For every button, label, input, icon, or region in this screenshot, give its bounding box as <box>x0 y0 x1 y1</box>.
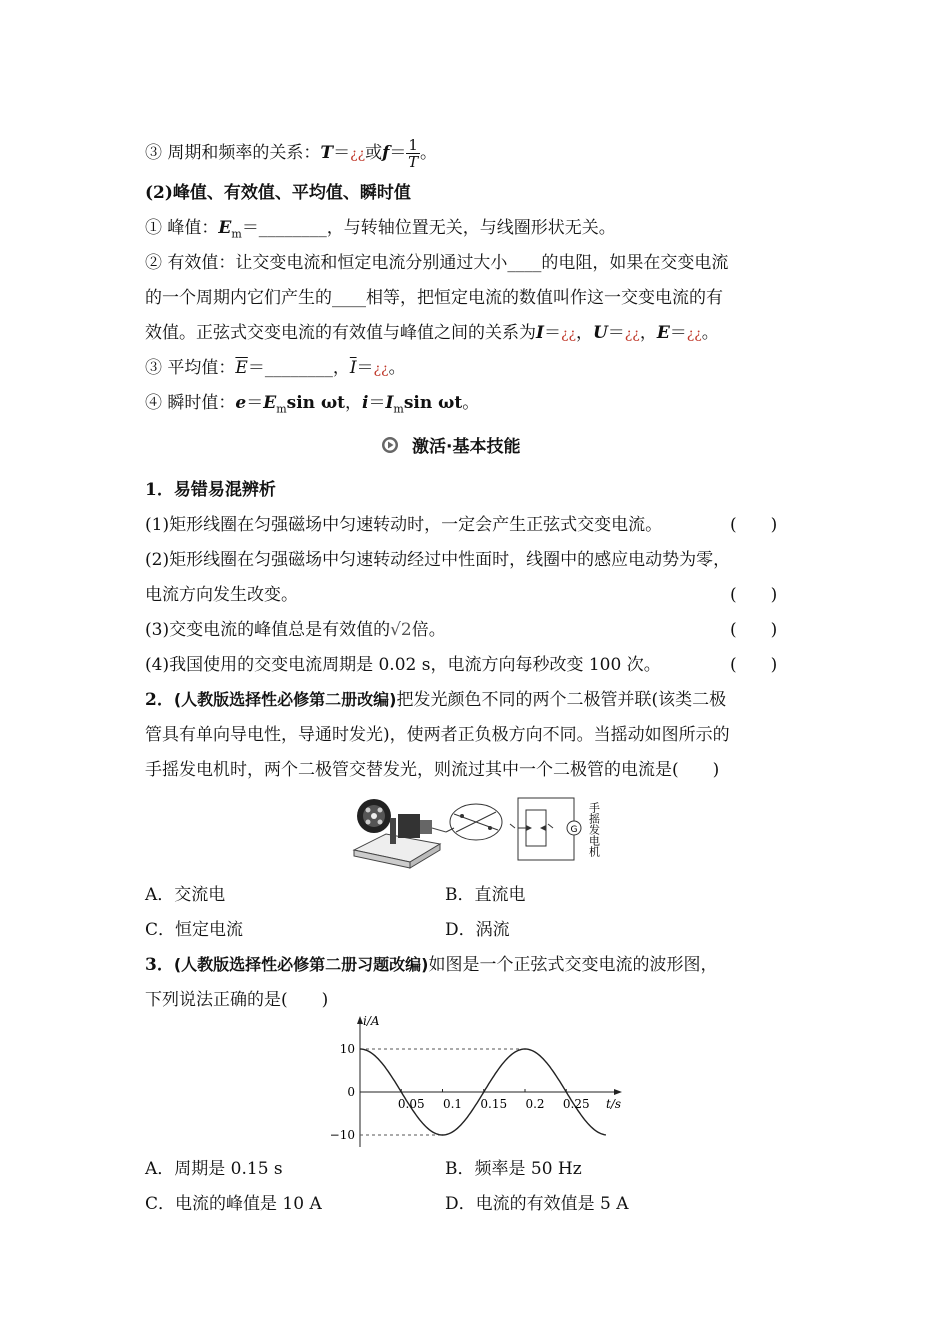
effective-value-line-3: 效值。正弦式交变电流的有效值与峰值之间的关系为I＝¿¿，U＝¿¿，E＝¿¿。 <box>145 323 719 343</box>
instantaneous-value-line: ④ 瞬时值：$e=E_m\sin$ ωt，$i=I_m\sin$ ωt。 <box>145 393 480 416</box>
q2-option-a[interactable]: A．交流电 <box>145 885 226 905</box>
data-point <box>442 1134 443 1135</box>
q2-line-1: 2．(人教版选择性必修第二册改编)把发光颜色不同的两个二极管并联(该类二极 <box>145 690 727 710</box>
play-circle-icon <box>380 435 406 455</box>
y-axis-label: i/A <box>363 1014 380 1028</box>
q1-statement-3: (3)交变电流的峰值总是有效值的√2倍。 <box>145 620 446 640</box>
x-tick-label: 0.25 <box>562 1097 590 1111</box>
text: 或 <box>365 143 383 163</box>
q1-statement-2b: 电流方向发生改变。 <box>145 585 298 605</box>
generator-label: 手摇发电机 <box>587 802 601 857</box>
y-tick-label: −10 <box>330 1128 355 1142</box>
q3-option-d[interactable]: D．电流的有效值是 5 A <box>445 1194 629 1214</box>
y-tick-label: 10 <box>339 1042 355 1056</box>
data-point <box>483 1091 484 1092</box>
data-point <box>599 1132 600 1133</box>
equals: ＝ <box>333 143 351 163</box>
blank-glyph: ¿¿ <box>350 146 366 162</box>
x-tick-label: 0.15 <box>480 1097 508 1111</box>
data-point <box>359 1048 360 1049</box>
q1-answer-paren-1[interactable]: ( ) <box>730 515 778 535</box>
text: 。 <box>419 143 437 163</box>
q3-line-1: 3．(人教版选择性必修第二册习题改编)如图是一个正弦式交变电流的波形图， <box>145 955 718 975</box>
q1-title: 1．易错易混辨析 <box>145 480 276 500</box>
q2-line-3: 手摇发电机时，两个二极管交替发光，则流过其中一个二极管的电流是( ) <box>145 760 720 780</box>
x-tick-label: 0.2 <box>525 1097 545 1111</box>
period-frequency-line <box>145 137 437 170</box>
galvanometer-label: G <box>570 825 578 835</box>
q1-answer-paren-4[interactable]: ( ) <box>730 655 778 675</box>
data-point <box>524 1048 525 1049</box>
x-tick-label: 0.05 <box>397 1097 425 1111</box>
q1-statement-2a: (2)矩形线圈在匀强磁场中匀速转动经过中性面时，线圈中的感应电动势为零， <box>145 550 731 570</box>
q1-statement-1: (1)矩形线圈在匀强磁场中匀速转动时，一定会产生正弦式交变电流。 <box>145 515 663 535</box>
peak-value-line: ① 峰值：$E_m=\_\_\_\_\_\_\_\_$，与转轴位置无关，与线圈形状无关。 <box>145 218 616 241</box>
equals: ＝ <box>389 143 407 163</box>
q3-option-b[interactable]: B．频率是 50 Hz <box>445 1159 582 1179</box>
text: ③ 周期和频率的关系： <box>145 143 321 163</box>
symbol-T: T <box>320 143 334 163</box>
generator-illustration <box>354 799 502 868</box>
q3-option-c[interactable]: C．电流的峰值是 10 A <box>145 1194 322 1214</box>
waveform-chart <box>330 1012 630 1152</box>
data-point <box>401 1091 402 1092</box>
effective-value-line-1: ② 有效值：让交变电流和恒定电流分别通过大小____的电阻，如果在交变电流 <box>145 253 729 273</box>
average-value-line: ③ 平均值：$\overline{E}=\_\_\_\_\_\_\_\_$，$\overline{I}=¿¿$。 <box>145 358 406 378</box>
x-axis-label: t/s <box>606 1097 622 1111</box>
x-axis-arrow <box>614 1089 622 1095</box>
symbol-f: f <box>382 143 390 163</box>
y-tick-label: 0 <box>347 1085 355 1099</box>
q2-option-b[interactable]: B．直流电 <box>445 885 526 905</box>
section-heading: 激活·基本技能 <box>380 432 520 457</box>
x-tick-label: 0.1 <box>442 1097 463 1111</box>
generator-figure <box>350 788 610 874</box>
heading-peak-effective: (2)峰值、有效值、平均值、瞬时值 <box>145 183 411 203</box>
q1-answer-paren-3[interactable]: ( ) <box>730 620 778 640</box>
effective-value-line-2: 的一个周期内它们产生的____相等，把恒定电流的数值叫作这一交变电流的有 <box>145 288 723 308</box>
fraction-1-over-T: $\frac{1}{T}$ <box>408 136 419 171</box>
q3-option-a[interactable]: A．周期是 0.15 s <box>145 1159 283 1179</box>
data-point <box>566 1091 567 1092</box>
q1-statement-4: (4)我国使用的交变电流周期是 0.02 s，电流方向每秒改变 100 次。 <box>145 655 661 675</box>
q2-line-2: 管具有单向导电性，导通时发光)，使两者正负极方向不同。当摇动如图所示的 <box>145 725 730 745</box>
q2-option-c[interactable]: C．恒定电流 <box>145 920 244 940</box>
q3-line-2: 下列说法正确的是( ) <box>145 990 329 1010</box>
q1-answer-paren-2[interactable]: ( ) <box>730 585 778 605</box>
sqrt2: √2 <box>390 620 412 640</box>
q2-option-d[interactable]: D．涡流 <box>445 920 510 940</box>
